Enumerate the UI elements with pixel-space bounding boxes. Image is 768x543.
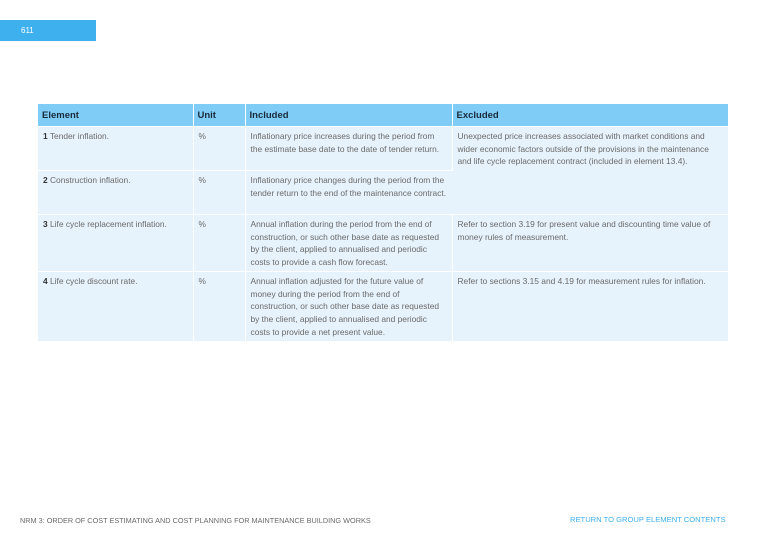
element-name: Tender inflation. — [49, 131, 109, 141]
unit-cell: % — [193, 127, 245, 171]
element-number: 4 — [43, 276, 48, 286]
excluded-cell: Refer to section 3.19 for present value and discounting time value of money rules of measurement. — [452, 215, 728, 272]
element-cell — [38, 171, 193, 215]
excluded-cell: Refer to sections 3.15 and 4.19 for measurement rules for inflation. — [452, 272, 728, 342]
inflation-table-container — [38, 104, 728, 341]
element-name: Life cycle replacement inflation. — [50, 219, 167, 229]
included-cell: Inflationary price changes during the period from the tender return to the end of the maintenance contract. — [245, 171, 452, 215]
table-row — [38, 127, 728, 171]
element-name: Construction inflation. — [50, 175, 131, 185]
element-cell — [38, 127, 193, 171]
header-included: Included — [245, 104, 452, 127]
unit-cell: % — [193, 272, 245, 342]
header-unit: Unit — [193, 104, 245, 127]
unit-cell: % — [193, 171, 245, 215]
table-row — [38, 215, 728, 272]
return-to-contents-link[interactable]: RETURN TO GROUP ELEMENT CONTENTS — [570, 515, 726, 524]
element-cell — [38, 215, 193, 272]
table-header-row — [38, 104, 728, 127]
page-number: 611 — [21, 26, 34, 35]
unit-cell: % — [193, 215, 245, 272]
included-cell: Annual inflation during the period from the end of construction, or such other base date as requested by the client, applied to annualised and periodic costs to provide a cash flow forecast. — [245, 215, 452, 272]
included-cell: Annual inflation adjusted for the future value of money during the period from the end of construction, or such other base date as requested by the client, applied to annualised and periodic costs to provide a net present value. — [245, 272, 452, 342]
element-number: 2 — [43, 175, 48, 185]
header-excluded: Excluded — [452, 104, 728, 127]
excluded-cell-merged: Unexpected price increases associated with market conditions and wider economic factors outside of the provisions in the maintenance and life cycle replacement contract (included in element 13.4). — [452, 127, 728, 215]
included-cell: Inflationary price increases during the period from the estimate base date to the date of tender return. — [245, 127, 452, 171]
element-number: 1 — [43, 131, 48, 141]
header-element: Element — [38, 104, 193, 127]
inflation-table — [38, 104, 728, 341]
element-cell — [38, 272, 193, 342]
document-footer-title: NRM 3: ORDER OF COST ESTIMATING AND COST PLANNING FOR MAINTENANCE BUILDING WORKS — [20, 516, 371, 525]
element-name: Life cycle discount rate. — [50, 276, 138, 286]
page-number-tab — [0, 20, 96, 41]
table-row — [38, 272, 728, 342]
element-number: 3 — [43, 219, 48, 229]
